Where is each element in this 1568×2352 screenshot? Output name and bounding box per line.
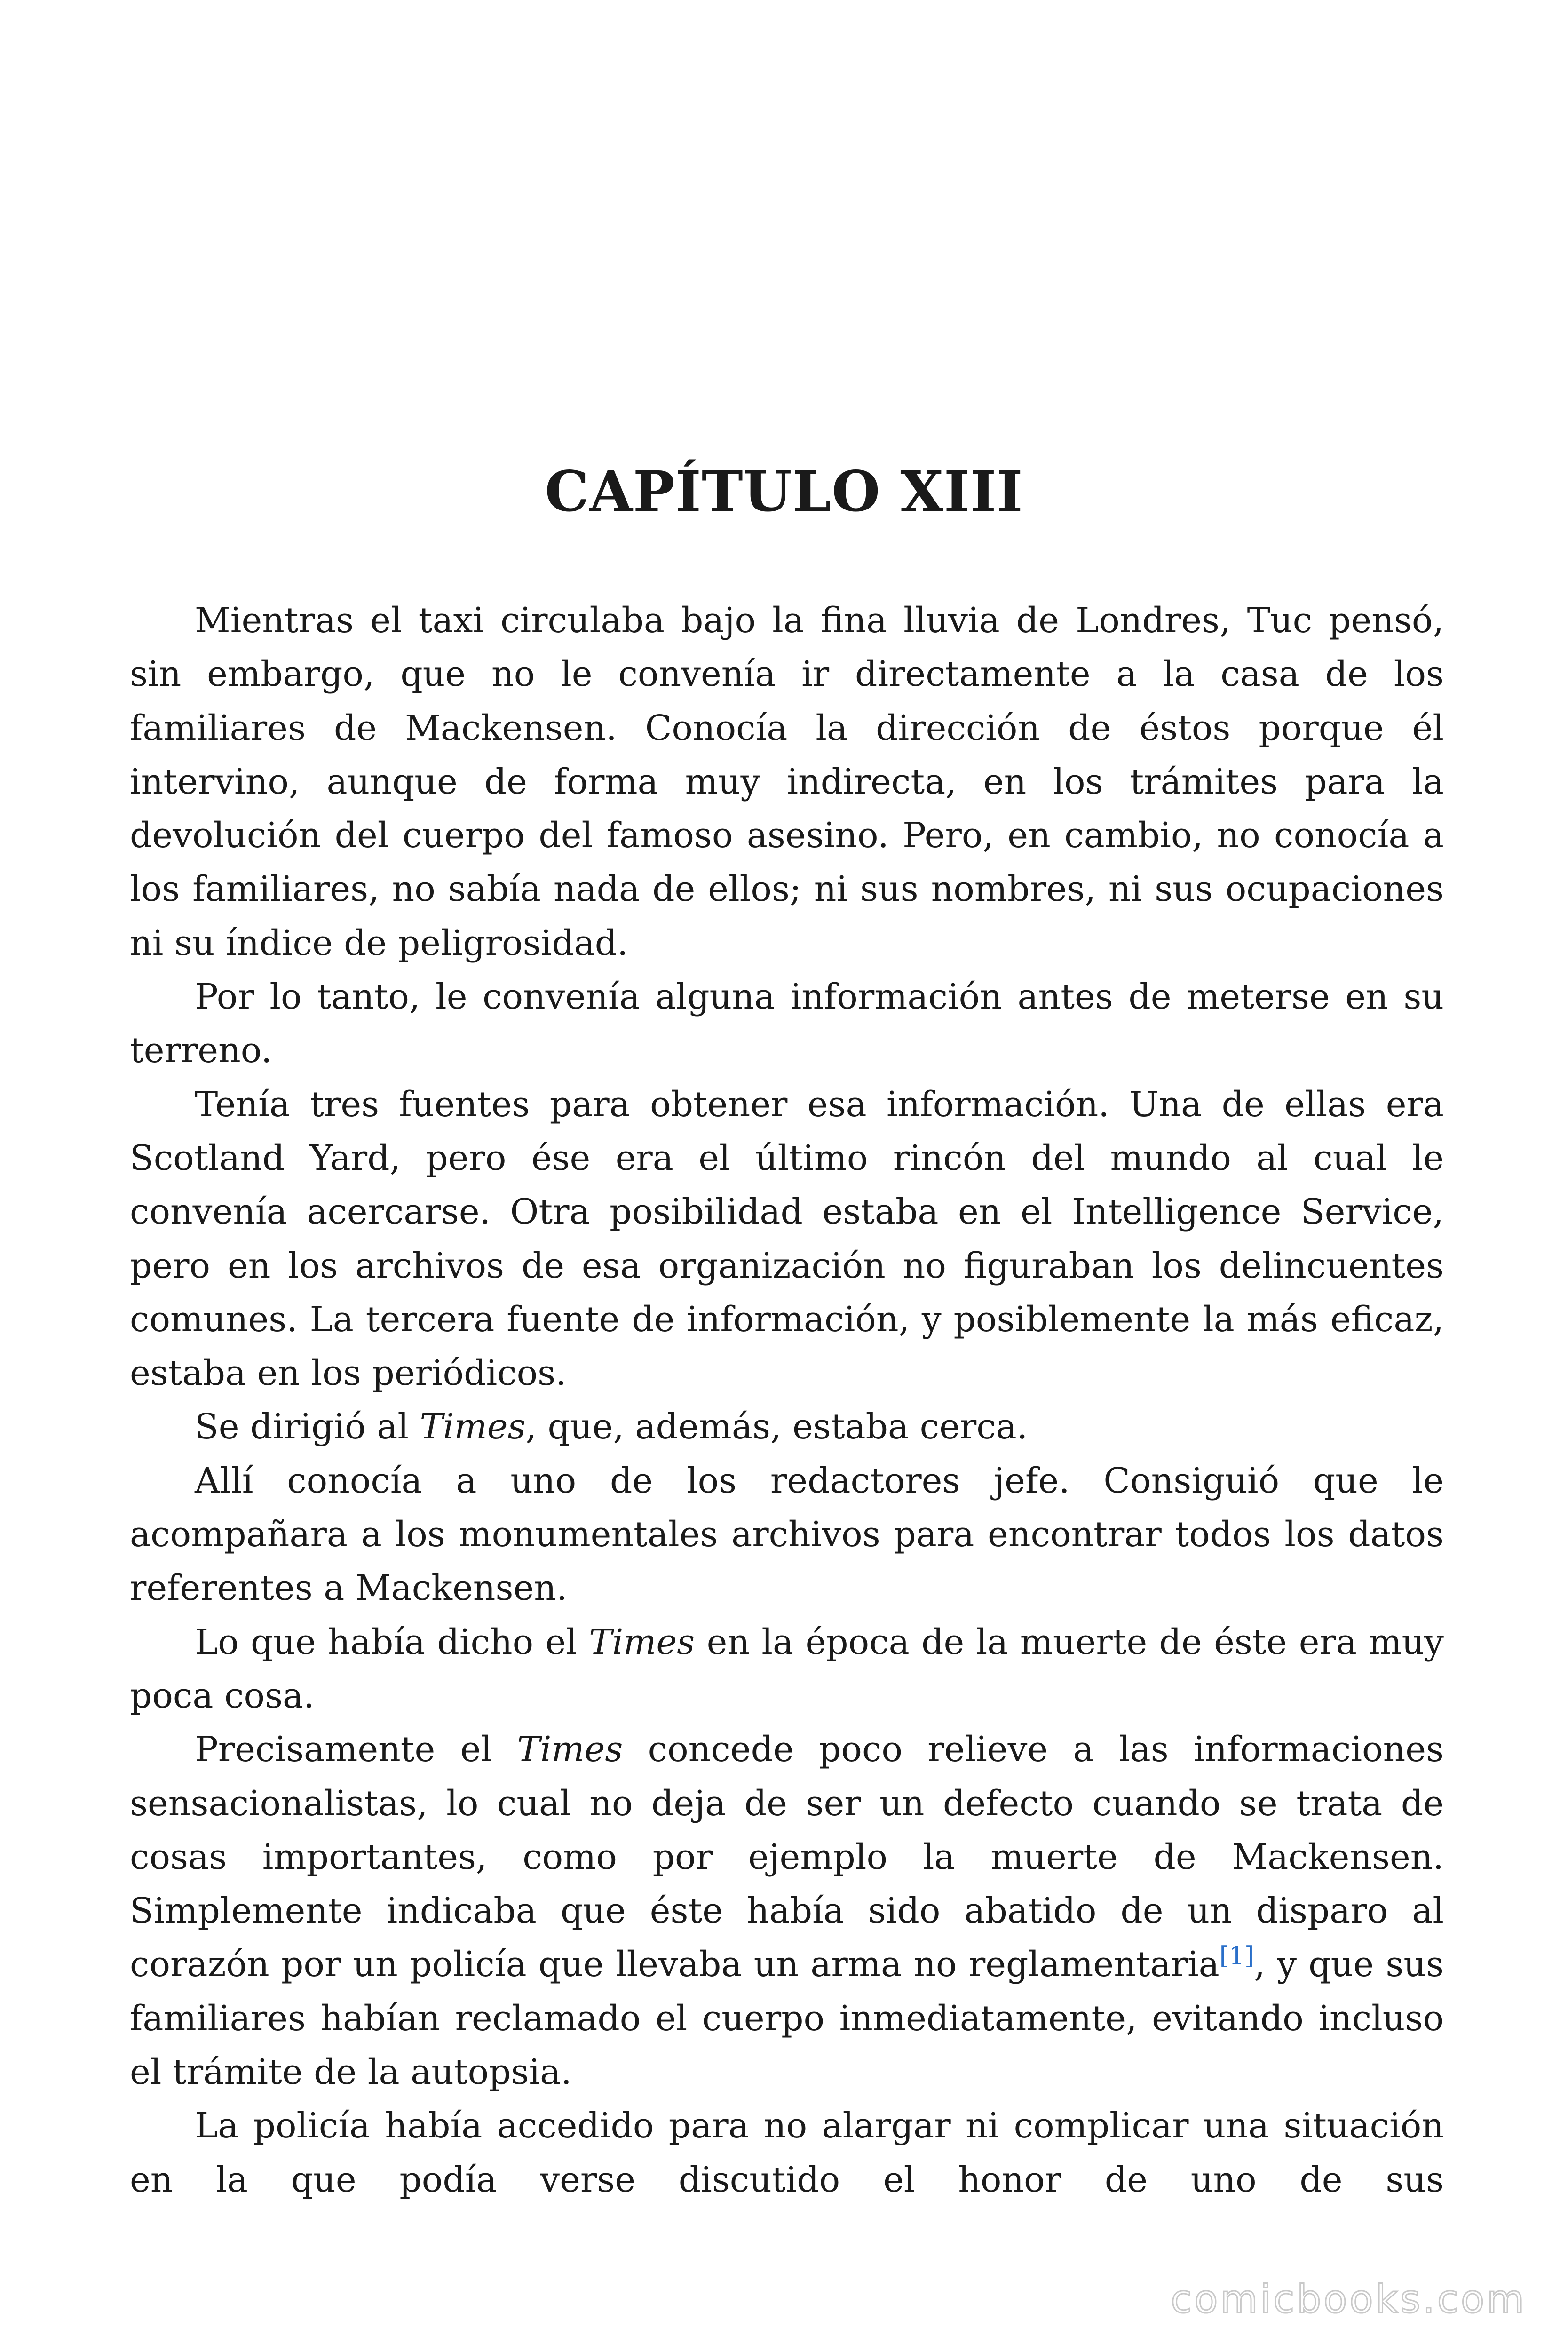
paragraph: Por lo tanto, le convenía alguna información antes de meterse en su terreno. bbox=[130, 977, 1444, 1071]
paragraph: La policía había accedido para no alargar ni complicar una situación en la que podía verse discutido el honor de uno de sus bbox=[130, 2106, 1444, 2200]
paragraph-text: concede poco relieve a las informaciones sensacionalistas, lo cual no deja de ser un defecto cuando se trata de cosas importantes, como por ejemplo la muerte de Mackensen. Simplemente indicaba que éste había sido abatido de un disparo al corazón por un policía que llevaba un arma no reglamentaria bbox=[130, 1729, 1444, 1985]
chapter-title: CAPÍTULO XIII bbox=[545, 459, 1023, 524]
paragraph bbox=[130, 1723, 1444, 2099]
paragraph-text: en la época de la muerte de éste era muy poca cosa. bbox=[130, 1621, 1444, 1716]
newspaper-name: Times bbox=[420, 1406, 526, 1447]
watermark: comicbooks.com bbox=[1171, 2277, 1527, 2322]
paragraph-text: , que, además, estaba cerca. bbox=[525, 1406, 1028, 1447]
paragraph: Tenía tres fuentes para obtener esa información. Una de ellas era Scotland Yard, pero ése era el último rincón del mundo al cual le convenía acercarse. Otra posibilidad estaba en el Intelligence Service, pero en los archivos de esa organización no figuraban los delincuentes comunes. La tercera fuente de información, y posiblemente la más eficaz, estaba en los periódicos. bbox=[130, 1084, 1444, 1394]
paragraph bbox=[130, 1400, 1444, 1454]
paragraph: Mientras el taxi circulaba bajo la fina lluvia de Londres, Tuc pensó, sin embargo, que no le convenía ir directamente a la casa de los familiares de Mackensen. Conocía la dirección de éstos porque él intervino, aunque de forma muy indirecta, en los trámites para la devolución del cuerpo del famoso asesino. Pero, en cambio, no conocía a los familiares, no sabía nada de ellos; ni sus nombres, ni sus ocupaciones ni su índice de peligrosidad. bbox=[130, 600, 1444, 963]
paragraph: Allí conocía a uno de los redactores jefe. Consiguió que le acompañara a los monumentales archivos para encontrar todos los datos referentes a Mackensen. bbox=[130, 1460, 1444, 1609]
newspaper-name: Times bbox=[517, 1729, 623, 1770]
paragraph-text: Lo que había dicho el bbox=[195, 1621, 589, 1662]
chapter-body bbox=[130, 594, 1444, 2207]
paragraph-text: , y que sus familiares habían reclamado el cuerpo inmediatamente, evitando incluso el trámite de la autopsia. bbox=[130, 1944, 1444, 2093]
paragraph bbox=[130, 1615, 1444, 1723]
footnote-link[interactable]: [1] bbox=[1219, 1942, 1254, 1971]
paragraph-text: Se dirigió al bbox=[195, 1406, 420, 1447]
newspaper-name: Times bbox=[589, 1621, 695, 1662]
paragraph-text: Precisamente el bbox=[195, 1729, 517, 1770]
